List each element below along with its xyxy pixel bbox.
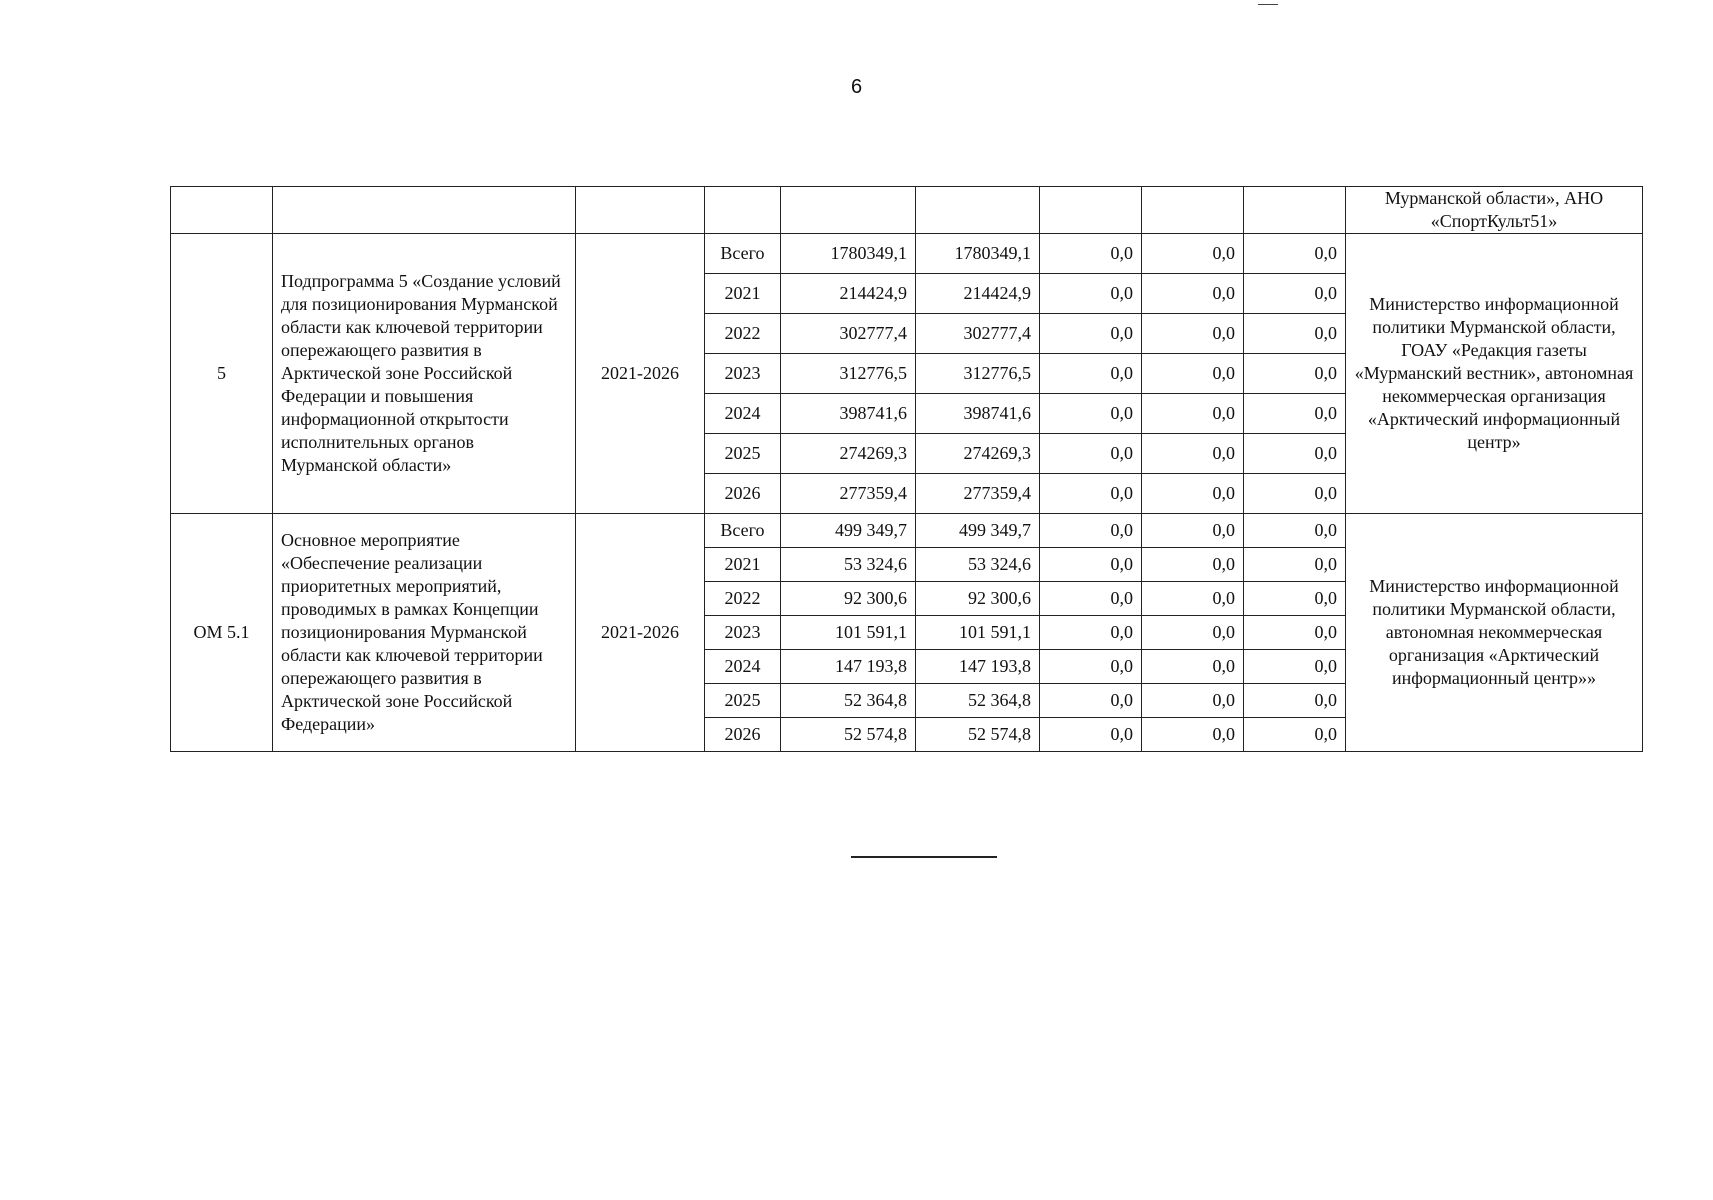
row-id-cell: ОМ 5.1 bbox=[171, 514, 273, 752]
local-budget-cell: 0,0 bbox=[1142, 684, 1244, 718]
year-cell: 2024 bbox=[705, 650, 781, 684]
local-budget-cell: 0,0 bbox=[1142, 650, 1244, 684]
regional-budget-cell: 92 300,6 bbox=[916, 582, 1040, 616]
other-sources-cell: 0,0 bbox=[1244, 582, 1346, 616]
total-funding-cell: 398741,6 bbox=[781, 394, 916, 434]
continuation-row bbox=[171, 187, 1643, 234]
federal-budget-cell: 0,0 bbox=[1040, 434, 1142, 474]
total-funding-cell: 277359,4 bbox=[781, 474, 916, 514]
federal-budget-cell: 0,0 bbox=[1040, 718, 1142, 752]
year-cell: 2022 bbox=[705, 314, 781, 354]
regional-budget-cell: 52 574,8 bbox=[916, 718, 1040, 752]
regional-budget-cell: 53 324,6 bbox=[916, 548, 1040, 582]
local-budget-cell: 0,0 bbox=[1142, 616, 1244, 650]
federal-budget-cell: 0,0 bbox=[1040, 394, 1142, 434]
regional-budget-cell: 274269,3 bbox=[916, 434, 1040, 474]
federal-budget-cell: 0,0 bbox=[1040, 582, 1142, 616]
total-funding-cell: 302777,4 bbox=[781, 314, 916, 354]
cell-empty bbox=[916, 187, 1040, 234]
other-sources-cell: 0,0 bbox=[1244, 616, 1346, 650]
year-cell: 2025 bbox=[705, 684, 781, 718]
total-funding-cell: 101 591,1 bbox=[781, 616, 916, 650]
table-row bbox=[171, 514, 1643, 548]
local-budget-cell: 0,0 bbox=[1142, 234, 1244, 274]
federal-budget-cell: 0,0 bbox=[1040, 274, 1142, 314]
other-sources-cell: 0,0 bbox=[1244, 434, 1346, 474]
year-cell: 2025 bbox=[705, 434, 781, 474]
year-cell: Всего bbox=[705, 514, 781, 548]
other-sources-cell: 0,0 bbox=[1244, 514, 1346, 548]
local-budget-cell: 0,0 bbox=[1142, 474, 1244, 514]
federal-budget-cell: 0,0 bbox=[1040, 354, 1142, 394]
year-cell: 2026 bbox=[705, 718, 781, 752]
federal-budget-cell: 0,0 bbox=[1040, 474, 1142, 514]
year-cell: 2026 bbox=[705, 474, 781, 514]
total-funding-cell: 92 300,6 bbox=[781, 582, 916, 616]
local-budget-cell: 0,0 bbox=[1142, 548, 1244, 582]
period-cell: 2021-2026 bbox=[576, 234, 705, 514]
executor-cell: Министерство информационной политики Мурманской области, автономная некоммерческая организация «Арктический информационный центр»» bbox=[1346, 514, 1643, 752]
regional-budget-cell: 101 591,1 bbox=[916, 616, 1040, 650]
other-sources-cell: 0,0 bbox=[1244, 234, 1346, 274]
regional-budget-cell: 312776,5 bbox=[916, 354, 1040, 394]
regional-budget-cell: 1780349,1 bbox=[916, 234, 1040, 274]
scan-artifact-mark bbox=[1258, 4, 1278, 5]
cell-empty bbox=[273, 187, 576, 234]
cell-empty bbox=[1142, 187, 1244, 234]
executor-cell-continued: Мурманской области», АНО «СпортКульт51» bbox=[1346, 187, 1643, 234]
federal-budget-cell: 0,0 bbox=[1040, 234, 1142, 274]
regional-budget-cell: 499 349,7 bbox=[916, 514, 1040, 548]
year-cell: 2024 bbox=[705, 394, 781, 434]
cell-empty bbox=[1040, 187, 1142, 234]
other-sources-cell: 0,0 bbox=[1244, 354, 1346, 394]
regional-budget-cell: 214424,9 bbox=[916, 274, 1040, 314]
federal-budget-cell: 0,0 bbox=[1040, 548, 1142, 582]
total-funding-cell: 53 324,6 bbox=[781, 548, 916, 582]
local-budget-cell: 0,0 bbox=[1142, 434, 1244, 474]
other-sources-cell: 0,0 bbox=[1244, 474, 1346, 514]
year-cell: 2022 bbox=[705, 582, 781, 616]
regional-budget-cell: 398741,6 bbox=[916, 394, 1040, 434]
cell-empty bbox=[1244, 187, 1346, 234]
year-cell: 2023 bbox=[705, 354, 781, 394]
row-id-cell: 5 bbox=[171, 234, 273, 514]
cell-empty bbox=[576, 187, 705, 234]
regional-budget-cell: 302777,4 bbox=[916, 314, 1040, 354]
cell-empty bbox=[781, 187, 916, 234]
end-of-table-rule bbox=[851, 856, 997, 858]
activity-name-cell: Основное мероприятие «Обеспечение реализации приоритетных мероприятий, проводимых в рамках Концепции позиционирования Мурманской области как ключевой территории опережающего развития в Арктической зоне Российской Федерации» bbox=[273, 514, 576, 752]
regional-budget-cell: 277359,4 bbox=[916, 474, 1040, 514]
federal-budget-cell: 0,0 bbox=[1040, 684, 1142, 718]
year-cell: 2023 bbox=[705, 616, 781, 650]
activity-name-cell: Подпрограмма 5 «Создание условий для позиционирования Мурманской области как ключевой территории опережающего развития в Арктической зоне Российской Федерации и повышения информационной открытости исполнительных органов Мурманской области» bbox=[273, 234, 576, 514]
cell-empty bbox=[171, 187, 273, 234]
local-budget-cell: 0,0 bbox=[1142, 274, 1244, 314]
local-budget-cell: 0,0 bbox=[1142, 514, 1244, 548]
budget-table bbox=[170, 186, 1643, 752]
local-budget-cell: 0,0 bbox=[1142, 354, 1244, 394]
year-cell: Всего bbox=[705, 234, 781, 274]
other-sources-cell: 0,0 bbox=[1244, 314, 1346, 354]
total-funding-cell: 1780349,1 bbox=[781, 234, 916, 274]
other-sources-cell: 0,0 bbox=[1244, 274, 1346, 314]
local-budget-cell: 0,0 bbox=[1142, 718, 1244, 752]
federal-budget-cell: 0,0 bbox=[1040, 650, 1142, 684]
year-cell: 2021 bbox=[705, 274, 781, 314]
total-funding-cell: 214424,9 bbox=[781, 274, 916, 314]
total-funding-cell: 312776,5 bbox=[781, 354, 916, 394]
local-budget-cell: 0,0 bbox=[1142, 582, 1244, 616]
other-sources-cell: 0,0 bbox=[1244, 718, 1346, 752]
local-budget-cell: 0,0 bbox=[1142, 394, 1244, 434]
other-sources-cell: 0,0 bbox=[1244, 650, 1346, 684]
regional-budget-cell: 52 364,8 bbox=[916, 684, 1040, 718]
other-sources-cell: 0,0 bbox=[1244, 684, 1346, 718]
federal-budget-cell: 0,0 bbox=[1040, 514, 1142, 548]
regional-budget-cell: 147 193,8 bbox=[916, 650, 1040, 684]
total-funding-cell: 499 349,7 bbox=[781, 514, 916, 548]
local-budget-cell: 0,0 bbox=[1142, 314, 1244, 354]
total-funding-cell: 52 574,8 bbox=[781, 718, 916, 752]
total-funding-cell: 52 364,8 bbox=[781, 684, 916, 718]
cell-empty bbox=[705, 187, 781, 234]
federal-budget-cell: 0,0 bbox=[1040, 616, 1142, 650]
total-funding-cell: 274269,3 bbox=[781, 434, 916, 474]
page-number: 6 bbox=[850, 76, 863, 98]
federal-budget-cell: 0,0 bbox=[1040, 314, 1142, 354]
total-funding-cell: 147 193,8 bbox=[781, 650, 916, 684]
other-sources-cell: 0,0 bbox=[1244, 394, 1346, 434]
year-cell: 2021 bbox=[705, 548, 781, 582]
period-cell: 2021-2026 bbox=[576, 514, 705, 752]
table-row bbox=[171, 234, 1643, 274]
other-sources-cell: 0,0 bbox=[1244, 548, 1346, 582]
executor-cell: Министерство информационной политики Мурманской области, ГОАУ «Редакция газеты «Мурманский вестник», автономная некоммерческая организация «Арктический информационный центр» bbox=[1346, 234, 1643, 514]
